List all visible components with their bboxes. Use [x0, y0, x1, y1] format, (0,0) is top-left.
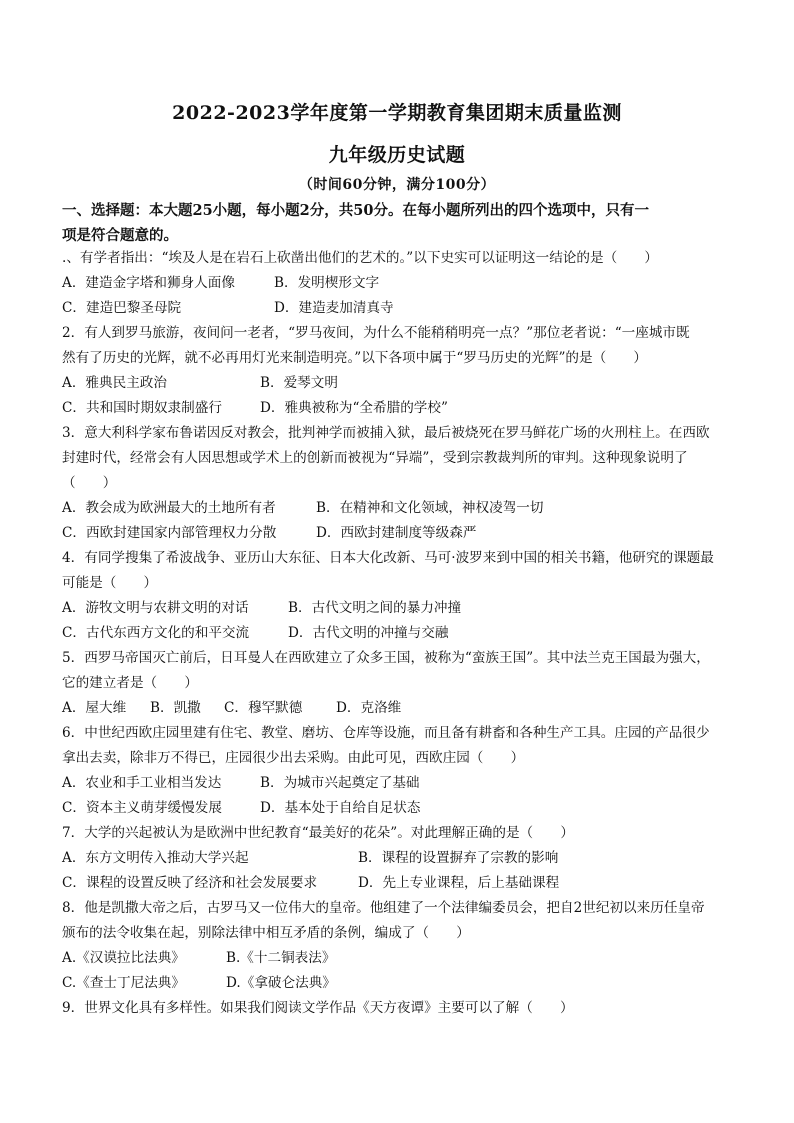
question-stem-line: 5．西罗马帝国灭亡前后，日耳曼人在西欧建立了众多王国，被称为“蛮族王国”。其中法兰克王国最为强大， [62, 650, 710, 666]
answer-option: C.《查士丁尼法典》 [62, 975, 185, 991]
option-row [62, 271, 734, 296]
answer-option: A．建造金字塔和狮身人面像 [62, 275, 235, 291]
answer-option: A．屋大维 [62, 700, 127, 716]
answer-option: B．古代文明之间的暴力冲撞 [288, 600, 462, 616]
answer-option: A．雅典民主政治 [62, 375, 167, 391]
answer-option: C．课程的设置反映了经济和社会发展要求 [62, 875, 318, 891]
question-stem-line: 拿出去卖，除非万不得已，庄园很少出去采购。由此可见，西欧庄园（ ） [62, 750, 525, 766]
question-stem-line: 3．意大利科学家布鲁诺因反对教会，批判神学而被捕入狱，最后被烧死在罗马鲜花广场的火刑柱上。在西欧 [62, 425, 710, 441]
exam-title: 2022-2023学年度第一学期教育集团期末质量监测 [172, 102, 622, 124]
section-heading-line: 项是符合题意的。 [62, 227, 178, 244]
answer-option: A．农业和手工业相当发达 [62, 775, 222, 791]
exam-meta: （时间60分钟，满分100分） [298, 177, 496, 193]
option-row [62, 946, 734, 971]
question-stem-line: .、有学者指出：“埃及人是在岩石上砍凿出他们的艺术的。”以下史实可以证明这一结论的是（ ） [62, 250, 658, 266]
option-row [62, 796, 734, 821]
option-row [62, 621, 734, 646]
question-stem-line: 9．世界文化具有多样性。如果我们阅读文学作品《天方夜谭》主要可以了解（ ） [62, 1000, 574, 1016]
answer-option: D．建造麦加清真寺 [274, 300, 394, 316]
option-row [62, 371, 734, 396]
option-row [62, 396, 734, 421]
option-row [62, 871, 734, 896]
answer-option: B．课程的设置摒弃了宗教的影响 [358, 850, 559, 866]
answer-option: D．克洛维 [336, 700, 402, 716]
exam-subtitle: 九年级历史试题 [328, 144, 466, 166]
option-row [62, 296, 734, 321]
answer-option: B．在精神和文化领域，神权凌驾一切 [316, 500, 544, 516]
question-1 [62, 246, 734, 321]
answer-option: B．爱琴文明 [260, 375, 338, 391]
question-stem-line: 8．他是凯撒大帝之后，古罗马又一位伟大的皇帝。他组建了一个法律编委员会，把自2世纪初以来历任皇帝 [62, 900, 705, 916]
answer-option: A．教会成为欧洲最大的土地所有者 [62, 500, 276, 516]
option-row [62, 846, 734, 871]
answer-option: C．穆罕默德 [224, 700, 303, 716]
section-heading [62, 198, 734, 248]
answer-option: B．为城市兴起奠定了基础 [260, 775, 420, 791]
answer-option: D．先上专业课程，后上基础课程 [358, 875, 560, 891]
option-row [62, 521, 734, 546]
answer-option: A．游牧文明与农耕文明的对话 [62, 600, 249, 616]
answer-option: A．东方文明传入推动大学兴起 [62, 850, 249, 866]
answer-option: C．古代东西方文化的和平交流 [62, 625, 250, 641]
option-row [62, 696, 734, 721]
question-stem-line: （ ） [62, 475, 117, 491]
answer-option: D．西欧封建制度等级森严 [316, 525, 477, 541]
question-stem-line: 2．有人到罗马旅游，夜间问一老者，“罗马夜间，为什么不能稍稍明亮一点？”那位老者说：“一座城市既 [62, 325, 690, 341]
question-stem-line: 4．有同学搜集了希波战争、亚历山大东征、日本大化改新、马可·波罗来到中国的相关书籍，他研究的课题最 [62, 550, 714, 566]
question-9 [62, 996, 734, 1021]
question-8 [62, 896, 734, 996]
question-stem-line: 它的建立者是（ ） [62, 675, 198, 691]
answer-option: C．资本主义萌芽缓慢发展 [62, 800, 222, 816]
option-row [62, 771, 734, 796]
answer-option: D．雅典被称为“全希腊的学校” [260, 400, 448, 416]
question-6 [62, 721, 734, 821]
question-list [62, 246, 734, 1021]
question-stem-line: 6．中世纪西欧庄园里建有住宅、教堂、磨坊、仓库等设施，而且备有耕畜和各种生产工具。庄园的产品很少 [62, 725, 710, 741]
question-7 [62, 821, 734, 896]
section-heading-line: 一、选择题：本大题25小题，每小题2分，共50分。在每小题所列出的四个选项中，只有一 [62, 202, 649, 219]
answer-option: C．共和国时期奴隶制盛行 [62, 400, 222, 416]
option-row [62, 496, 734, 521]
question-stem-line: 可能是（ ） [62, 575, 158, 591]
answer-option: A.《汉谟拉比法典》 [62, 950, 185, 966]
question-stem-line: 封建时代，经常会有人因思想或学术上的创新而被视为“异端”，受到宗教裁判所的审判。这种现象说明了 [62, 450, 688, 466]
answer-option: B．凯撒 [150, 700, 201, 716]
question-3 [62, 421, 734, 546]
answer-option: C．建造巴黎圣母院 [62, 300, 182, 316]
question-2 [62, 321, 734, 421]
answer-option: C．西欧封建国家内部管理权力分散 [62, 525, 277, 541]
answer-option: D．基本处于自给自足状态 [260, 800, 421, 816]
question-4 [62, 546, 734, 646]
answer-option: D．古代文明的冲撞与交融 [288, 625, 449, 641]
question-stem-line: 颁布的法令收集在起，别除法律中相互矛盾的条例，编成了（ ） [62, 925, 470, 941]
option-row [62, 596, 734, 621]
option-row [62, 971, 734, 996]
answer-option: B．发明楔形文字 [274, 275, 380, 291]
question-5 [62, 646, 734, 721]
question-stem-line: 7．大学的兴起被认为是欧洲中世纪教育“最美好的花朵”。对此理解正确的是（ ） [62, 825, 574, 841]
answer-option: B.《十二铜表法》 [226, 950, 336, 966]
answer-option: D.《拿破仑法典》 [226, 975, 336, 991]
question-stem-line: 然有了历史的光辉，就不必再用灯光来制造明亮。”以下各项中属于“罗马历史的光辉”的是（ ） [62, 350, 647, 366]
